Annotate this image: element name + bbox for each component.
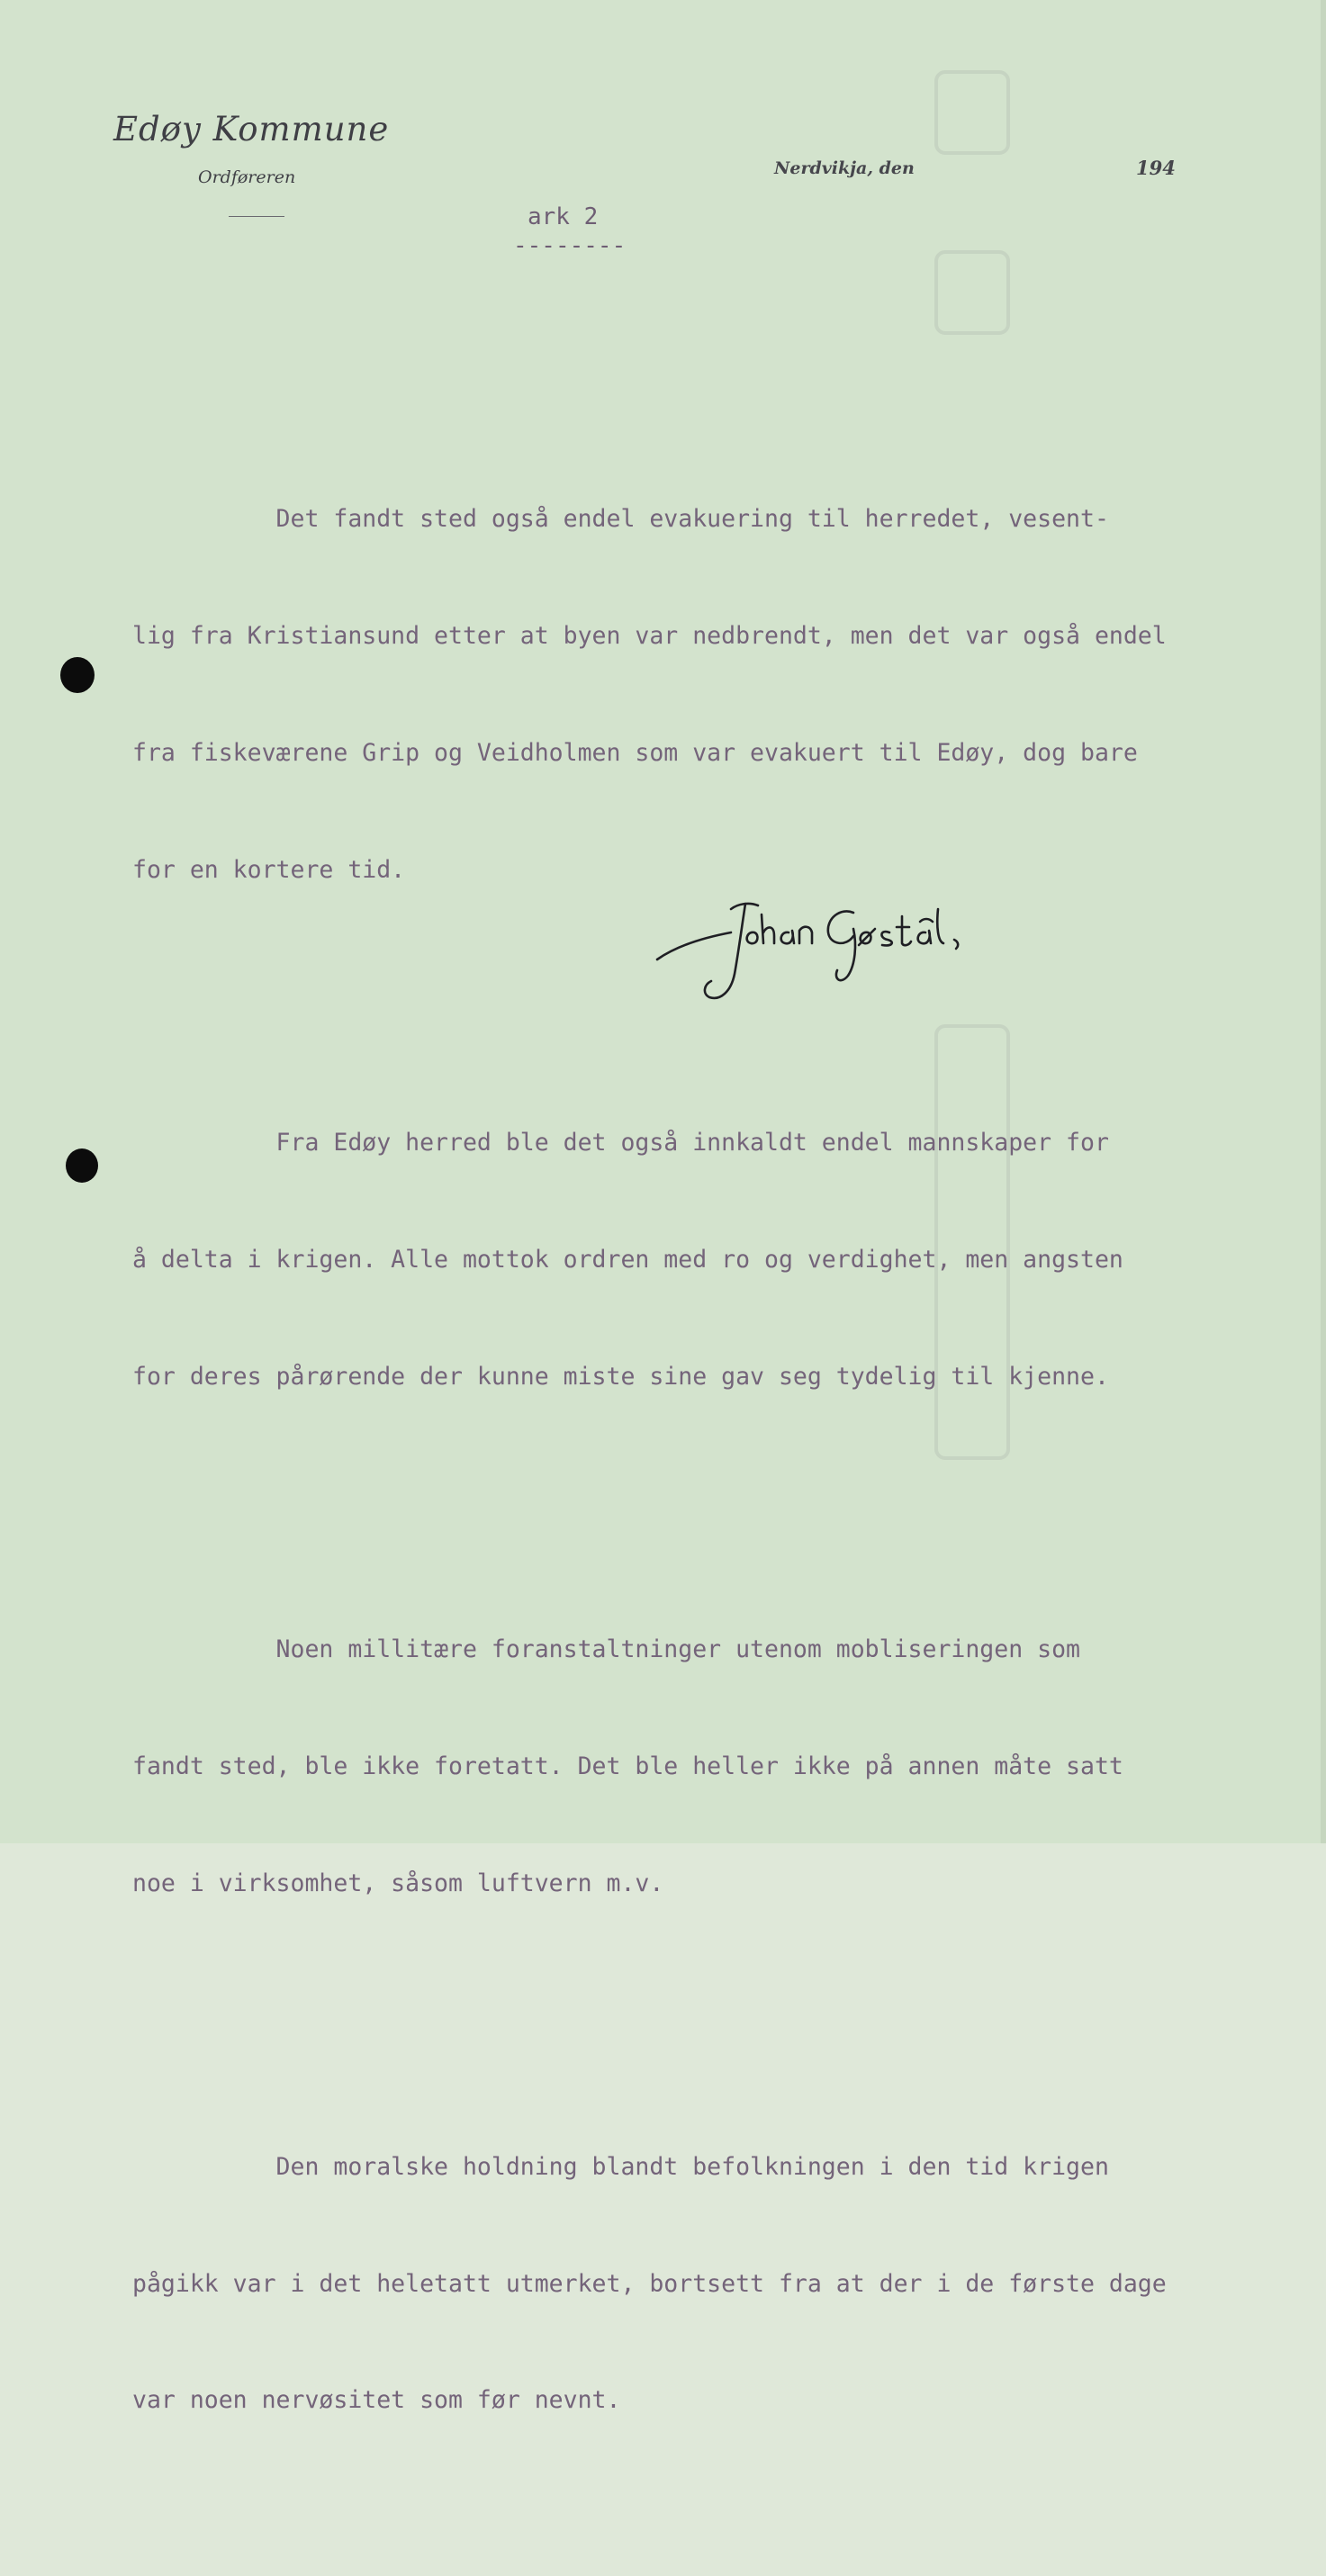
letterhead-rule bbox=[229, 216, 284, 217]
letter-body bbox=[132, 344, 1303, 2576]
body-line: Det fandt sted også endel evakuering til herredet, vesent- bbox=[132, 505, 1109, 534]
body-line: Den moralske holdning blandt befolkningen i den tid krigen bbox=[132, 2152, 1109, 2181]
sheet-underline: -------- bbox=[513, 232, 627, 259]
page-edge bbox=[1321, 0, 1326, 1843]
paragraph-mobilisation bbox=[132, 1045, 1303, 1473]
body-line: pågikk var i det heletatt utmerket, bortsett fra at der i de første dage bbox=[132, 2269, 1167, 2298]
paragraph-military bbox=[132, 1552, 1303, 1980]
body-line: for en kortere tid. bbox=[132, 855, 406, 884]
body-line: Fra Edøy herred ble det også innkaldt endel mannskaper for bbox=[132, 1128, 1109, 1157]
body-line: var noen nervøsitet som før nevnt. bbox=[132, 2386, 621, 2415]
body-line: noe i virksomhet, såsom luftvern m.v. bbox=[132, 1869, 664, 1897]
body-line: for deres pårørende der kunne miste sine gav seg tydelig til kjenne. bbox=[132, 1362, 1109, 1391]
body-line: lig fra Kristiansund etter at byen var nedbrendt, men det var også endel bbox=[132, 622, 1167, 651]
dateline-year: 194 bbox=[1136, 157, 1176, 179]
paragraph-morale bbox=[132, 2069, 1303, 2498]
sheet-number: ark 2 bbox=[528, 203, 599, 230]
handwritten-signature bbox=[648, 891, 990, 1008]
body-line: fra fiskeværene Grip og Veidholmen som var evakuert til Edøy, dog bare bbox=[132, 738, 1138, 767]
punch-hole-lower bbox=[66, 1148, 98, 1183]
punch-hole-upper bbox=[60, 657, 95, 693]
body-line: å delta i krigen. Alle mottok ordren med ro og verdighet, men angsten bbox=[132, 1245, 1123, 1274]
dateline-place: Nerdvikja, den bbox=[774, 158, 915, 178]
letterhead-title: Edøy Kommune bbox=[113, 110, 390, 149]
paragraph-evacuation bbox=[132, 422, 1303, 968]
body-line: fandt sted, ble ikke foretatt. Det ble heller ikke på annen måte satt bbox=[132, 1752, 1123, 1780]
body-line: Noen millitære foranstaltninger utenom mobliseringen som bbox=[132, 1635, 1080, 1663]
letterhead-office: Ordføreren bbox=[198, 167, 296, 187]
